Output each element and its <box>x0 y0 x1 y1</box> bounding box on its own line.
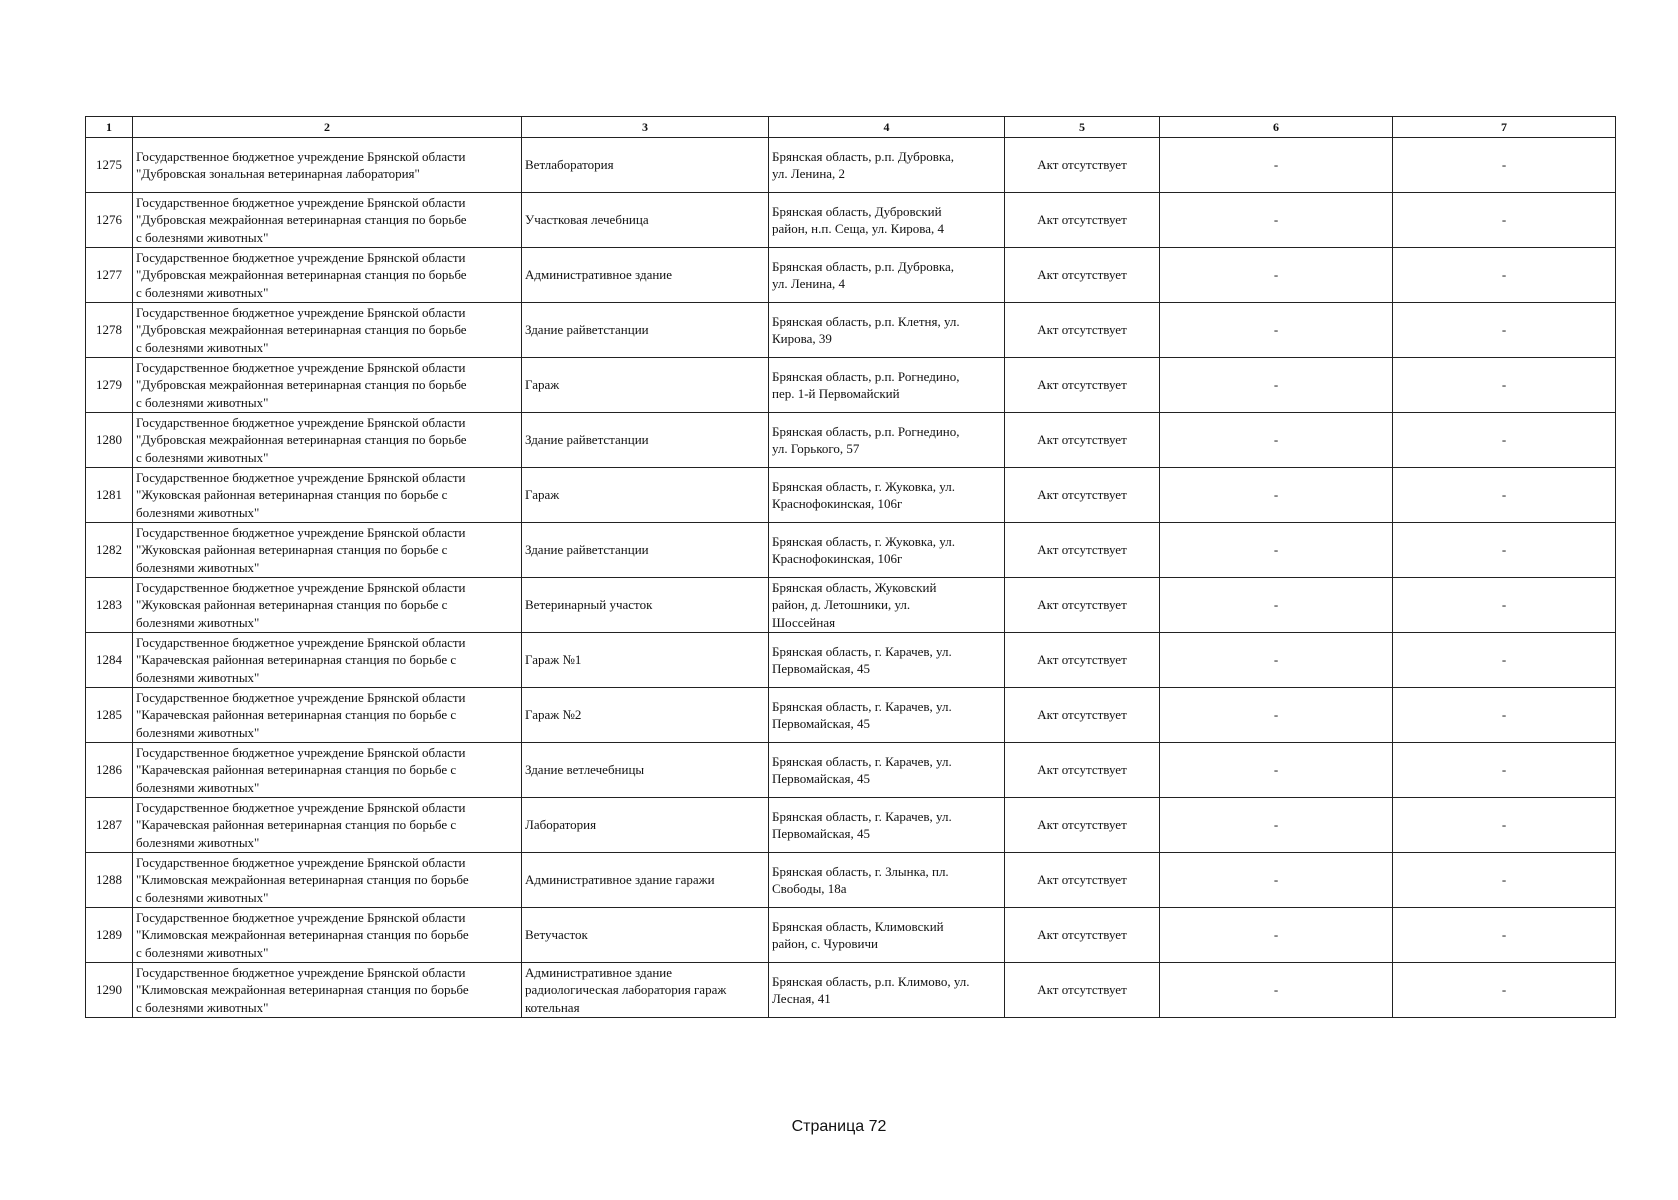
column-7-cell: - <box>1393 248 1616 303</box>
column-6-cell: - <box>1160 303 1393 358</box>
row-number: 1275 <box>86 138 133 193</box>
header-cell: 4 <box>769 117 1005 138</box>
table-body <box>86 117 1616 1018</box>
act-status-cell: Акт отсутствует <box>1005 963 1160 1018</box>
column-7-cell: - <box>1393 193 1616 248</box>
row-number: 1289 <box>86 908 133 963</box>
column-7-cell: - <box>1393 798 1616 853</box>
header-cell: 2 <box>133 117 522 138</box>
organization-cell: Государственное бюджетное учреждение Брянской области "Карачевская районная ветеринарная станция по борьбе с болезнями животных" <box>133 688 522 743</box>
object-name-cell: Здание райветстанции <box>522 523 769 578</box>
registry-table <box>85 116 1616 1018</box>
column-7-cell: - <box>1393 908 1616 963</box>
column-7-cell: - <box>1393 413 1616 468</box>
organization-cell: Государственное бюджетное учреждение Брянской области "Дубровская зональная ветеринарная лаборатория" <box>133 138 522 193</box>
organization-cell: Государственное бюджетное учреждение Брянской области "Жуковская районная ветеринарная станция по борьбе с болезнями животных" <box>133 578 522 633</box>
table-row <box>86 523 1616 578</box>
address-cell: Брянская область, Жуковский район, д. Летошники, ул. Шоссейная <box>769 578 1005 633</box>
table-row <box>86 468 1616 523</box>
column-7-cell: - <box>1393 853 1616 908</box>
act-status-cell: Акт отсутствует <box>1005 193 1160 248</box>
object-name-cell: Ветлаборатория <box>522 138 769 193</box>
act-status-cell: Акт отсутствует <box>1005 523 1160 578</box>
column-7-cell: - <box>1393 468 1616 523</box>
organization-cell: Государственное бюджетное учреждение Брянской области "Карачевская районная ветеринарная станция по борьбе с болезнями животных" <box>133 633 522 688</box>
act-status-cell: Акт отсутствует <box>1005 743 1160 798</box>
table-row <box>86 248 1616 303</box>
column-7-cell: - <box>1393 688 1616 743</box>
address-cell: Брянская область, Климовский район, с. Чуровичи <box>769 908 1005 963</box>
row-number: 1287 <box>86 798 133 853</box>
organization-cell: Государственное бюджетное учреждение Брянской области "Дубровская межрайонная ветеринарная станция по борьбе с болезнями животных" <box>133 303 522 358</box>
column-6-cell: - <box>1160 248 1393 303</box>
table-row <box>86 413 1616 468</box>
organization-cell: Государственное бюджетное учреждение Брянской области "Карачевская районная ветеринарная станция по борьбе с болезнями животных" <box>133 798 522 853</box>
address-cell: Брянская область, р.п. Климово, ул. Лесная, 41 <box>769 963 1005 1018</box>
column-7-cell: - <box>1393 303 1616 358</box>
row-number: 1277 <box>86 248 133 303</box>
column-7-cell: - <box>1393 963 1616 1018</box>
header-cell: 6 <box>1160 117 1393 138</box>
column-6-cell: - <box>1160 358 1393 413</box>
column-6-cell: - <box>1160 743 1393 798</box>
header-row <box>86 117 1616 138</box>
address-cell: Брянская область, г. Карачев, ул. Первомайская, 45 <box>769 688 1005 743</box>
organization-cell: Государственное бюджетное учреждение Брянской области "Дубровская межрайонная ветеринарная станция по борьбе с болезнями животных" <box>133 193 522 248</box>
object-name-cell: Лаборатория <box>522 798 769 853</box>
organization-cell: Государственное бюджетное учреждение Брянской области "Климовская межрайонная ветеринарная станция по борьбе с болезнями животных" <box>133 963 522 1018</box>
row-number: 1279 <box>86 358 133 413</box>
address-cell: Брянская область, р.п. Рогнедино, пер. 1-й Первомайский <box>769 358 1005 413</box>
act-status-cell: Акт отсутствует <box>1005 303 1160 358</box>
object-name-cell: Гараж <box>522 468 769 523</box>
column-7-cell: - <box>1393 578 1616 633</box>
table-row <box>86 908 1616 963</box>
act-status-cell: Акт отсутствует <box>1005 468 1160 523</box>
act-status-cell: Акт отсутствует <box>1005 248 1160 303</box>
table-row <box>86 743 1616 798</box>
address-cell: Брянская область, г. Злынка, пл. Свободы, 18а <box>769 853 1005 908</box>
row-number: 1285 <box>86 688 133 743</box>
header-cell: 1 <box>86 117 133 138</box>
address-cell: Брянская область, г. Жуковка, ул. Краснофокинская, 106г <box>769 523 1005 578</box>
table-row <box>86 963 1616 1018</box>
organization-cell: Государственное бюджетное учреждение Брянской области "Дубровская межрайонная ветеринарная станция по борьбе с болезнями животных" <box>133 248 522 303</box>
row-number: 1284 <box>86 633 133 688</box>
table-row <box>86 138 1616 193</box>
address-cell: Брянская область, г. Карачев, ул. Первомайская, 45 <box>769 633 1005 688</box>
column-6-cell: - <box>1160 413 1393 468</box>
table-row <box>86 578 1616 633</box>
header-cell: 3 <box>522 117 769 138</box>
table-row <box>86 358 1616 413</box>
object-name-cell: Здание райветстанции <box>522 303 769 358</box>
column-7-cell: - <box>1393 743 1616 798</box>
object-name-cell: Участковая лечебница <box>522 193 769 248</box>
address-cell: Брянская область, р.п. Дубровка, ул. Ленина, 2 <box>769 138 1005 193</box>
object-name-cell: Административное здание <box>522 248 769 303</box>
organization-cell: Государственное бюджетное учреждение Брянской области "Дубровская межрайонная ветеринарная станция по борьбе с болезнями животных" <box>133 358 522 413</box>
act-status-cell: Акт отсутствует <box>1005 908 1160 963</box>
column-6-cell: - <box>1160 523 1393 578</box>
address-cell: Брянская область, р.п. Дубровка, ул. Ленина, 4 <box>769 248 1005 303</box>
address-cell: Брянская область, г. Карачев, ул. Первомайская, 45 <box>769 798 1005 853</box>
column-6-cell: - <box>1160 633 1393 688</box>
object-name-cell: Гараж №2 <box>522 688 769 743</box>
row-number: 1276 <box>86 193 133 248</box>
organization-cell: Государственное бюджетное учреждение Брянской области "Климовская межрайонная ветеринарная станция по борьбе с болезнями животных" <box>133 908 522 963</box>
address-cell: Брянская область, р.п. Рогнедино, ул. Горького, 57 <box>769 413 1005 468</box>
table-row <box>86 193 1616 248</box>
column-6-cell: - <box>1160 798 1393 853</box>
header-cell: 5 <box>1005 117 1160 138</box>
object-name-cell: Гараж №1 <box>522 633 769 688</box>
address-cell: Брянская область, р.п. Клетня, ул. Кирова, 39 <box>769 303 1005 358</box>
column-6-cell: - <box>1160 688 1393 743</box>
object-name-cell: Ветучасток <box>522 908 769 963</box>
column-6-cell: - <box>1160 468 1393 523</box>
row-number: 1286 <box>86 743 133 798</box>
object-name-cell: Гараж <box>522 358 769 413</box>
act-status-cell: Акт отсутствует <box>1005 688 1160 743</box>
table-row <box>86 633 1616 688</box>
object-name-cell: Здание ветлечебницы <box>522 743 769 798</box>
organization-cell: Государственное бюджетное учреждение Брянской области "Климовская межрайонная ветеринарная станция по борьбе с болезнями животных" <box>133 853 522 908</box>
column-7-cell: - <box>1393 358 1616 413</box>
object-name-cell: Ветеринарный участок <box>522 578 769 633</box>
page-number: Страница 72 <box>791 1118 887 1135</box>
organization-cell: Государственное бюджетное учреждение Брянской области "Жуковская районная ветеринарная станция по борьбе с болезнями животных" <box>133 523 522 578</box>
column-7-cell: - <box>1393 633 1616 688</box>
object-name-cell: Административное здание гаражи <box>522 853 769 908</box>
header-cell: 7 <box>1393 117 1616 138</box>
act-status-cell: Акт отсутствует <box>1005 633 1160 688</box>
address-cell: Брянская область, г. Жуковка, ул. Краснофокинская, 106г <box>769 468 1005 523</box>
act-status-cell: Акт отсутствует <box>1005 853 1160 908</box>
act-status-cell: Акт отсутствует <box>1005 413 1160 468</box>
object-name-cell: Здание райветстанции <box>522 413 769 468</box>
row-number: 1290 <box>86 963 133 1018</box>
row-number: 1288 <box>86 853 133 908</box>
act-status-cell: Акт отсутствует <box>1005 578 1160 633</box>
column-6-cell: - <box>1160 908 1393 963</box>
row-number: 1280 <box>86 413 133 468</box>
column-6-cell: - <box>1160 138 1393 193</box>
act-status-cell: Акт отсутствует <box>1005 798 1160 853</box>
row-number: 1283 <box>86 578 133 633</box>
row-number: 1282 <box>86 523 133 578</box>
column-6-cell: - <box>1160 193 1393 248</box>
object-name-cell: Административное здание радиологическая лаборатория гараж котельная <box>522 963 769 1018</box>
row-number: 1281 <box>86 468 133 523</box>
column-6-cell: - <box>1160 963 1393 1018</box>
address-cell: Брянская область, г. Карачев, ул. Первомайская, 45 <box>769 743 1005 798</box>
table-row <box>86 688 1616 743</box>
organization-cell: Государственное бюджетное учреждение Брянской области "Карачевская районная ветеринарная станция по борьбе с болезнями животных" <box>133 743 522 798</box>
organization-cell: Государственное бюджетное учреждение Брянской области "Жуковская районная ветеринарная станция по борьбе с болезнями животных" <box>133 468 522 523</box>
column-7-cell: - <box>1393 523 1616 578</box>
column-7-cell: - <box>1393 138 1616 193</box>
column-6-cell: - <box>1160 578 1393 633</box>
table-row <box>86 303 1616 358</box>
row-number: 1278 <box>86 303 133 358</box>
organization-cell: Государственное бюджетное учреждение Брянской области "Дубровская межрайонная ветеринарная станция по борьбе с болезнями животных" <box>133 413 522 468</box>
column-6-cell: - <box>1160 853 1393 908</box>
table-row <box>86 853 1616 908</box>
table-row <box>86 798 1616 853</box>
address-cell: Брянская область, Дубровский район, н.п. Сеща, ул. Кирова, 4 <box>769 193 1005 248</box>
act-status-cell: Акт отсутствует <box>1005 138 1160 193</box>
act-status-cell: Акт отсутствует <box>1005 358 1160 413</box>
